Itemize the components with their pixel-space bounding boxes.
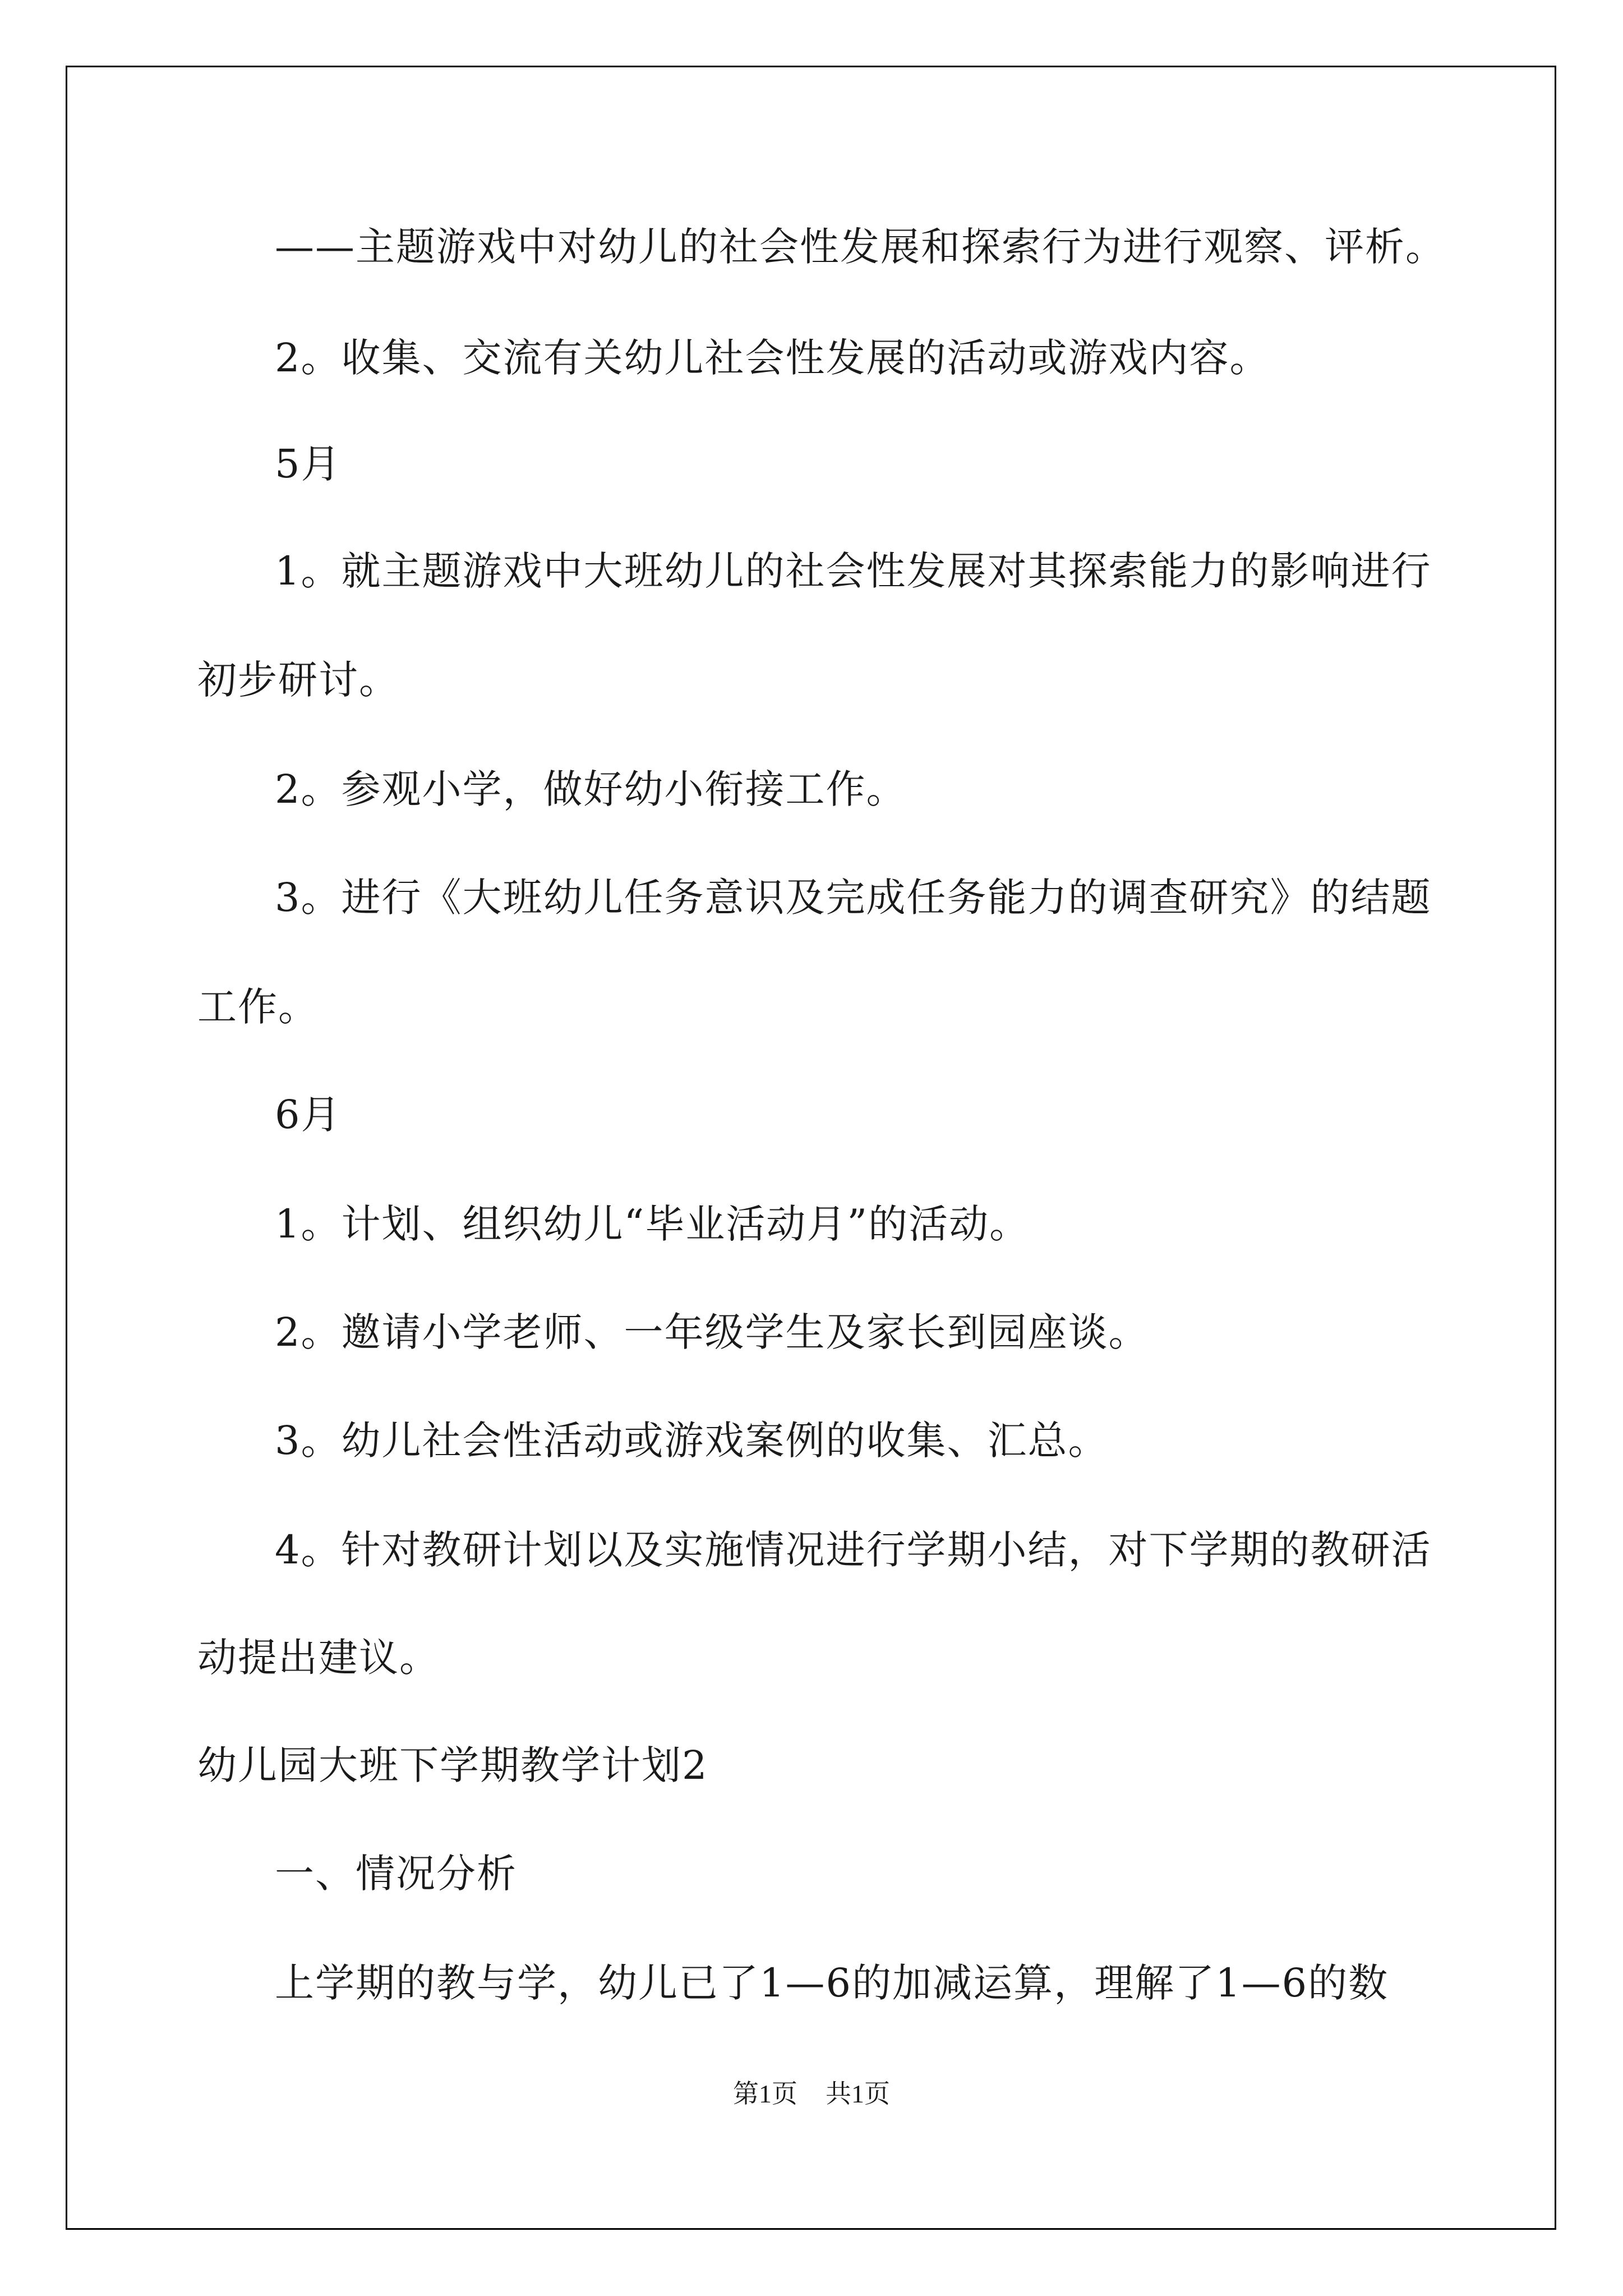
text-line: 4。针对教研计划以及实施情况进行学期小结，对下学期的教研活 <box>275 1527 1432 1573</box>
text-line: 2。收集、交流有关幼儿社会性发展的活动或游戏内容。 <box>275 335 1270 381</box>
page-total: 共1页 <box>826 2079 890 2108</box>
text-line: 上学期的教与学，幼儿已了1—6的加减运算，理解了1—6的数 <box>275 1960 1389 2006</box>
text-line: 工作。 <box>197 984 319 1030</box>
text-line: 初步研讨。 <box>197 657 399 703</box>
text-line: 5月 <box>275 441 342 487</box>
text-line: 动提出建议。 <box>197 1635 440 1681</box>
text-line: 1。计划、组织幼儿“毕业活动月”的活动。 <box>275 1201 1030 1247</box>
text-line: 1。就主题游戏中大班幼儿的社会性发展对其探索能力的影响进行 <box>275 548 1432 594</box>
text-line: 6月 <box>275 1092 342 1138</box>
page-footer <box>0 2077 1623 2111</box>
page-number: 第1页 <box>733 2079 797 2108</box>
text-line: 2。参观小学，做好幼小衔接工作。 <box>275 766 907 812</box>
text-line: 一、情况分析 <box>275 1851 517 1897</box>
page-border <box>66 66 1556 2230</box>
text-line: 3。幼儿社会性活动或游戏案例的收集、汇总。 <box>275 1418 1109 1464</box>
text-line: ——主题游戏中对幼儿的社会性发展和探索行为进行观察、评析。 <box>275 224 1446 270</box>
text-line: 3。进行《大班幼儿任务意识及完成任务能力的调查研究》的结题 <box>275 875 1432 921</box>
text-line: 2。邀请小学老师、一年级学生及家长到园座谈。 <box>275 1309 1149 1355</box>
section-heading: 幼儿园大班下学期教学计划2 <box>197 1742 708 1788</box>
